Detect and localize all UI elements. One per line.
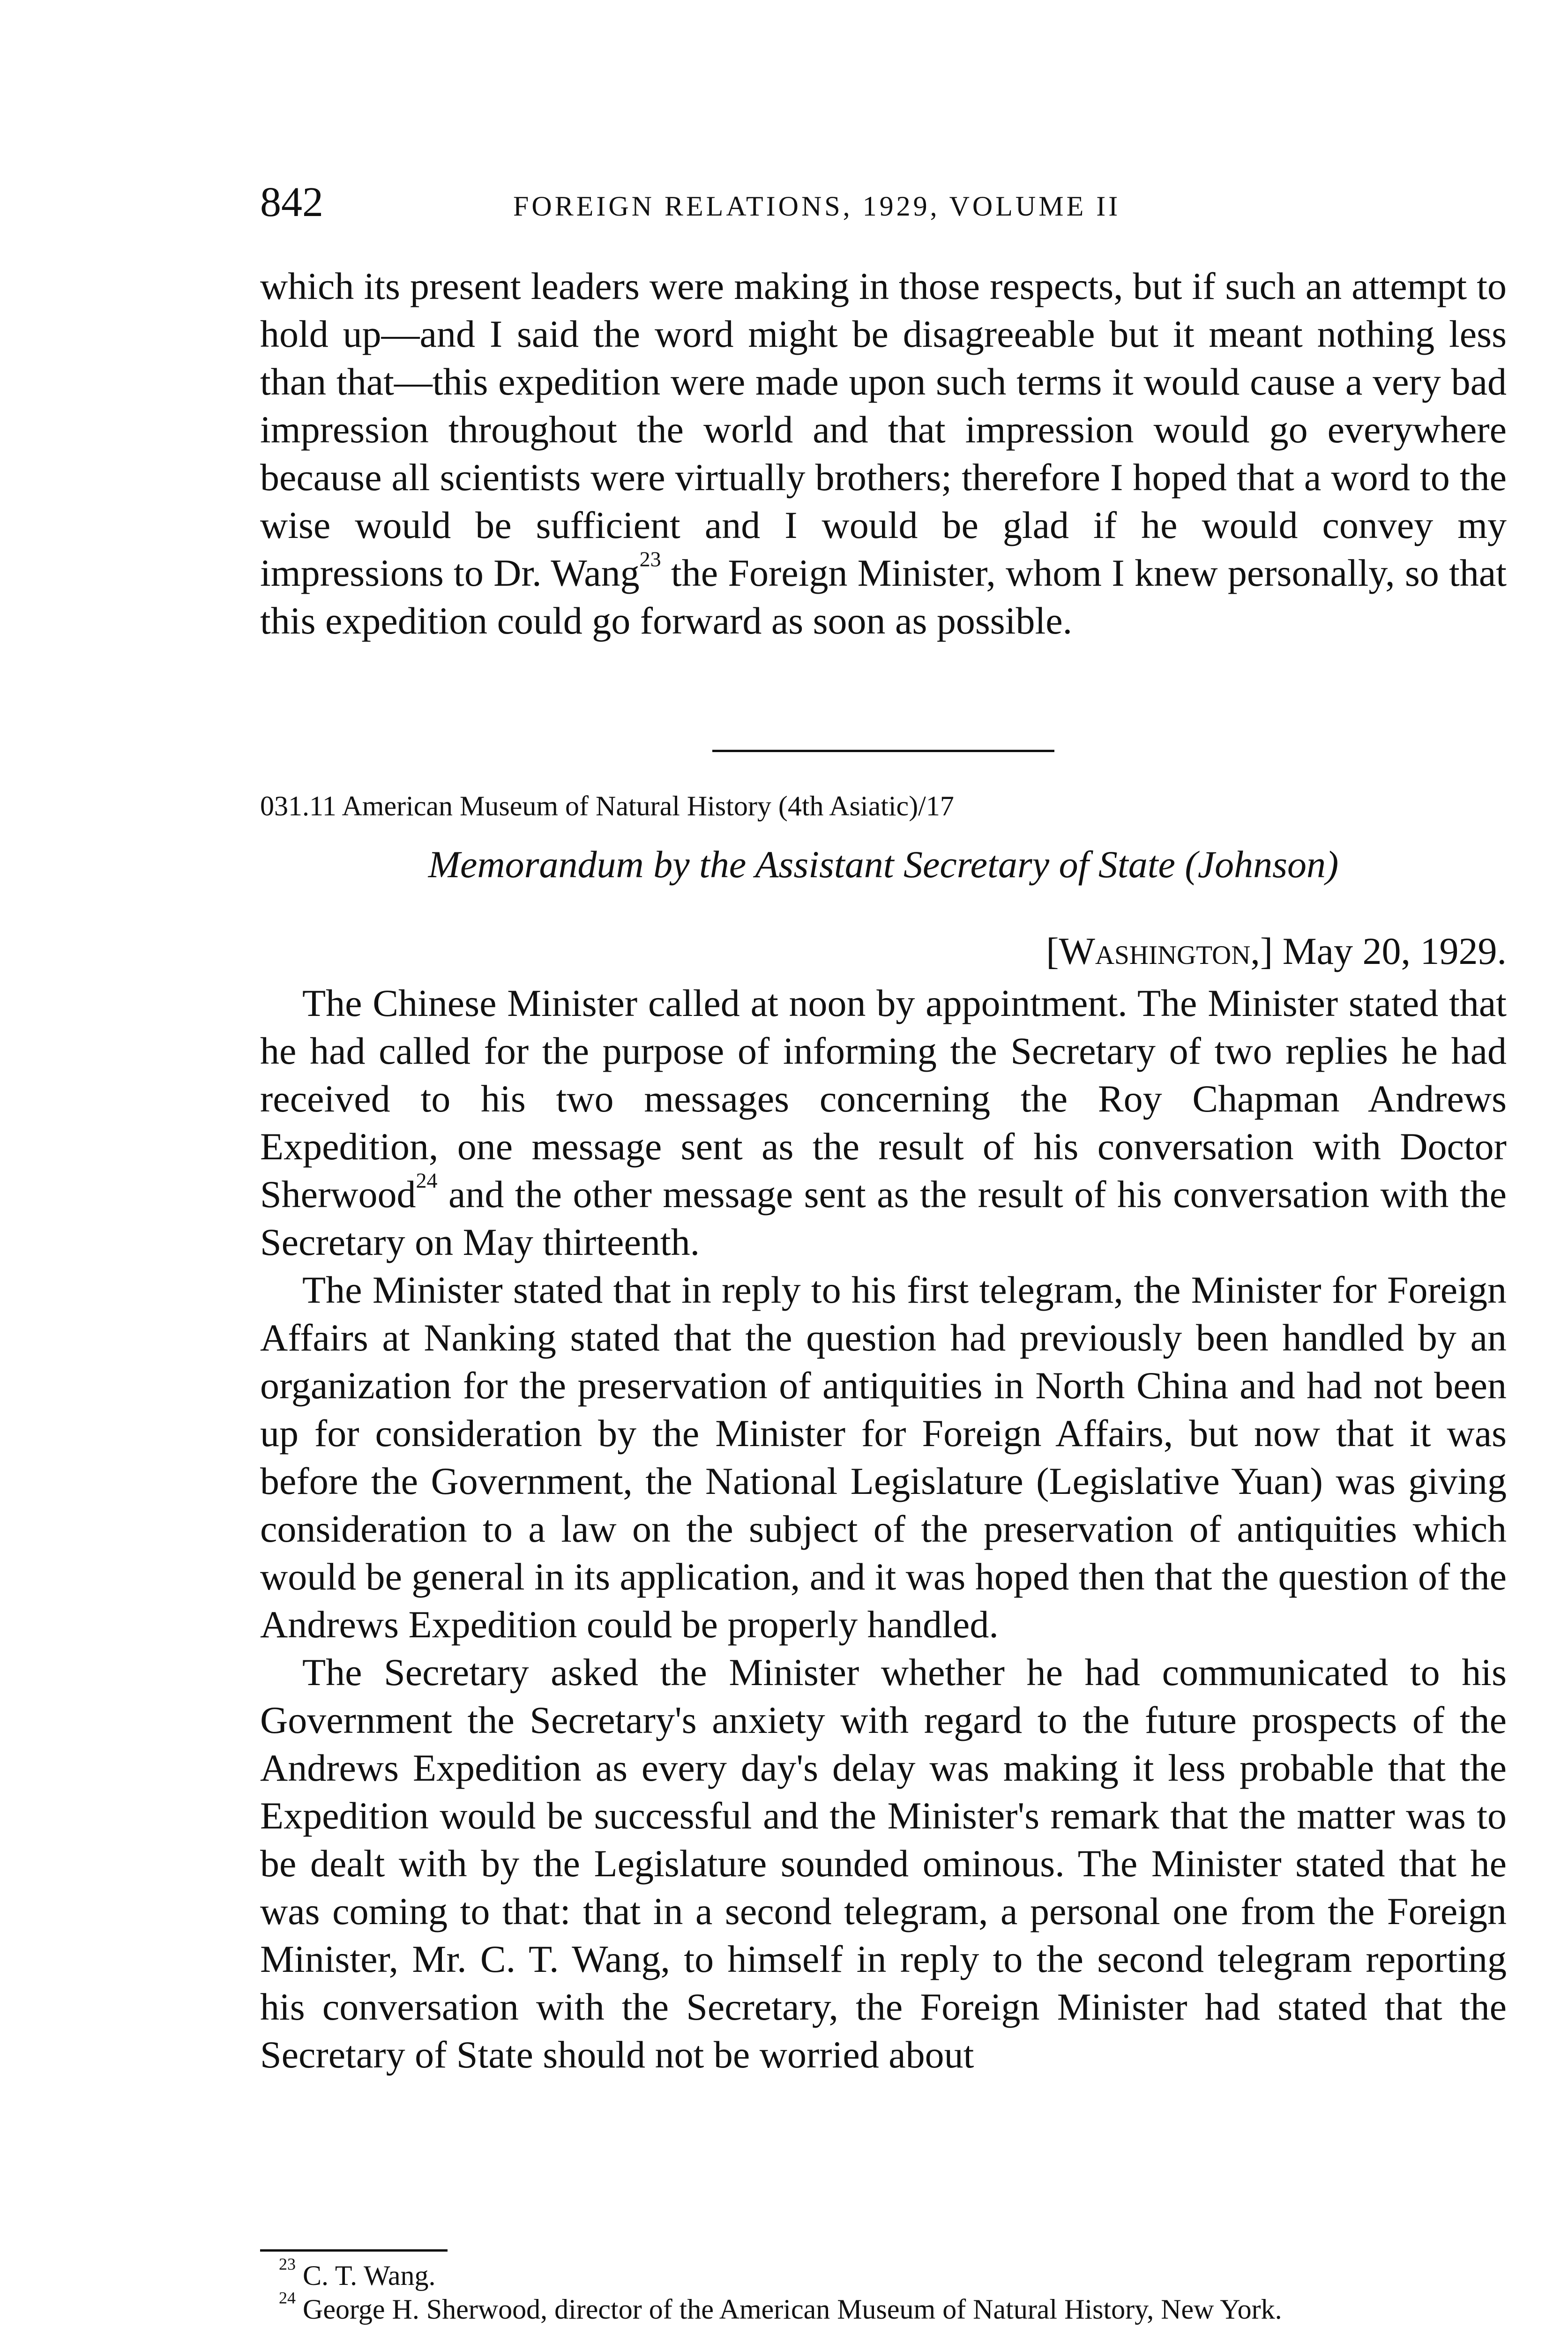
dateline	[1046, 925, 1507, 977]
footnote-ref-23: 23	[639, 547, 661, 571]
paragraph-3: The Secretary asked the Minister whether he had communicated to his Government the Secretary's anxiety with regard to the future prospects of the Andrews Expedition as every day's delay was making it less probable that the Expedition would be successful and the Minister's remark that the matter was to be dealt with by the Legislature sounded ominous. The Minister stated that he was coming to that: that in a second telegram, a personal one from the Foreign Minister, Mr. C. T. Wang, to himself in reply to the second telegram reporting his conversation with the Secretary, the Foreign Minister had stated that the Secretary of State should not be worried about	[260, 1651, 1507, 2076]
dateline-date: May 20, 1929.	[1282, 930, 1507, 972]
running-head	[260, 174, 1507, 231]
footnote-23	[260, 2254, 1507, 2292]
paragraph-2: The Minister stated that in reply to his first telegram, the Minister for Foreign Affairs at Nanking stated that the question had previously been handled by an organization for the preservation of antiquities in North China and had not been up for consideration by the Minister for Foreign Affairs, but now that it was before the Government, the National Legislature (Legislative Yuan) was giving consideration to a law on the subject of the preservation of antiquities which would be general in its application, and it was hoped then that the question of the Andrews Expedition could be properly handled.	[260, 1269, 1507, 1646]
page-number: 842	[260, 179, 323, 225]
continued-paragraph	[260, 262, 1507, 645]
footnote-number: 24	[279, 2288, 296, 2307]
file-reference: 031.11 American Museum of Natural History (4th Asiatic)/17	[260, 791, 954, 821]
paragraph-1-text-2: and the other message sent as the result of his conversation with the Secretary on May thirteenth.	[260, 1173, 1507, 1263]
document-title: Memorandum by the Assistant Secretary of State (Johnson)	[428, 843, 1339, 886]
continued-text-1: which its present leaders were making in those respects, but if such an attempt to hold up—and I said the word might be disagreeable but it meant nothing less than that—this expedition were made upon such terms it would cause a very bad impression throughout the world and that impression would go everywhere because all scientists were virtually brothers; therefore I hoped that a word to the wise would be sufficient and I would be glad if he would convey my impressions to Dr. Wang	[260, 265, 1507, 594]
memorandum-body	[260, 979, 1507, 2079]
paragraph-1	[260, 979, 1507, 1266]
footnote-rule	[260, 2249, 448, 2252]
section-divider	[712, 750, 1054, 752]
continued-paragraph-block	[260, 262, 1507, 645]
footnote-24	[260, 2288, 1507, 2326]
footnote-text: C. T. Wang.	[303, 2260, 436, 2291]
footnotes	[260, 2254, 1507, 2326]
footnote-ref-24: 24	[416, 1168, 438, 1193]
footnote-text: George H. Sherwood, director of the American Museum of Natural History, New York.	[303, 2294, 1282, 2325]
running-head-title: FOREIGN RELATIONS, 1929, VOLUME II	[513, 191, 1121, 222]
continued-text-2: the Foreign Minister, whom I knew personally, so that this expedition could go forward as soon as possible.	[260, 552, 1507, 642]
footnote-number: 23	[279, 2254, 296, 2274]
paragraph-1-text-1: The Chinese Minister called at noon by appointment. The Minister stated that he had called for the purpose of informing the Secretary of two replies he had received to his two messages concerning the Roy Chapman Andrews Expedition, one message sent as the result of his conversation with Doctor Sherwood	[260, 982, 1507, 1216]
dateline-place: [Washington,]	[1046, 930, 1273, 972]
